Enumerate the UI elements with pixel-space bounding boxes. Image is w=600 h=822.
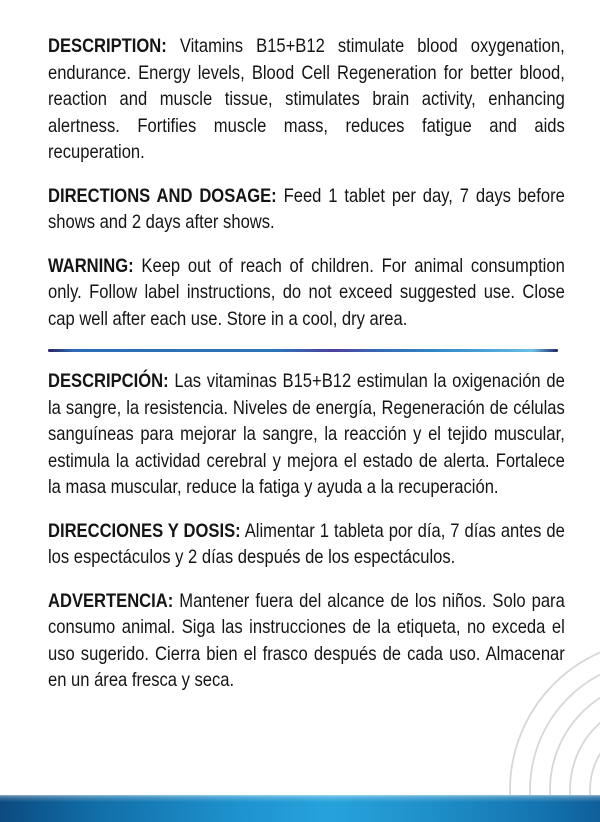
paragraph-directions-en	[48, 183, 565, 236]
heading-directions-es: DIRECCIONES Y DOSIS:	[48, 519, 241, 542]
paragraph-warning-es	[48, 588, 565, 694]
body-directions-es: Alimentar 1 tableta por día, 7 días antes de los espectáculos y 2 días después de los espectáculos.	[48, 519, 565, 568]
heading-warning-en: WARNING:	[48, 254, 134, 277]
body-description-es: Las vitaminas B15+B12 estimulan la oxigenación de la sangre, la resistencia. Niveles de energía, Regeneración de células sanguíneas para mejorar la sangre, la reacción y el tejido muscular, estimula la actividad cerebral y mejora el estado de alerta. Fortalece la masa muscular, reduce la fatiga y ayuda a la recuperación.	[48, 370, 565, 498]
label-text-block	[48, 0, 565, 711]
body-directions-en: Feed 1 tablet per day, 7 days before shows and 2 days after shows.	[48, 184, 565, 233]
heading-description-en: DESCRIPTION:	[48, 35, 167, 57]
body-warning-es: Mantener fuera del alcance de los niños. Solo para consumo animal. Siga las instrucciones de la etiqueta, no exceda el uso sugerido. Cierra bien el frasco después de cada uso. Almacenar en un área fresca y seca.	[48, 589, 565, 691]
bottom-accent-bar	[0, 795, 600, 822]
body-description-en: Vitamins B15+B12 stimulate blood oxygenation, endurance. Energy levels, Blood Cell Regeneration for better blood, reaction and muscle tissue, stimulates brain activity, enhancing alertness. Fortifies muscle mass, reduces fatigue and aids recuperation.	[48, 35, 565, 163]
bottom-accent-bar-highlight	[0, 795, 600, 822]
paragraph-description-en	[48, 33, 565, 166]
heading-description-es: DESCRIPCIÓN:	[48, 370, 169, 392]
heading-warning-es: ADVERTENCIA:	[48, 589, 174, 612]
language-divider	[48, 349, 558, 352]
heading-directions-en: DIRECTIONS AND DOSAGE:	[48, 184, 277, 207]
body-warning-en: Keep out of reach of children. For animal consumption only. Follow label instructions, do not exceed suggested use. Close cap well after each use. Store in a cool, dry area.	[48, 254, 565, 330]
paragraph-warning-en	[48, 253, 565, 333]
paragraph-directions-es	[48, 518, 565, 571]
paragraph-description-es	[48, 368, 565, 501]
